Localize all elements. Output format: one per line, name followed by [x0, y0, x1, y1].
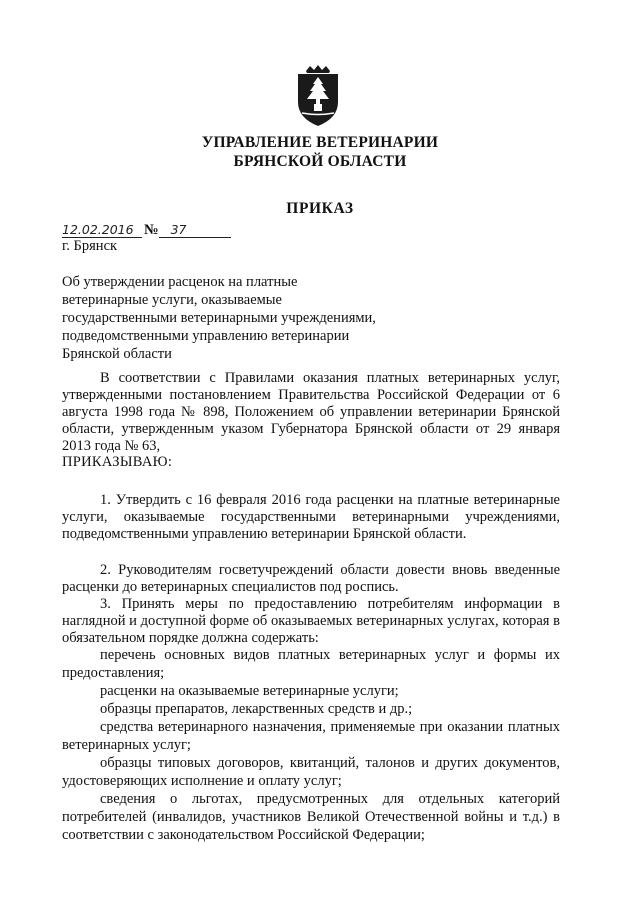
list-item: сведения о льготах, предусмотренных для отдельных категорий потребителей (инвалидов, участников Великой Отечественной войны и т.д.) в соответствии с законодательством Российской Федерации;	[62, 791, 560, 843]
point-2-text: 2. Руководителям госветучреждений области довести вновь введенные расценки до ветеринарных специалистов под роспись.	[62, 562, 560, 595]
list-item: перечень основных видов платных ветеринарных услуг и формы их предоставления;	[62, 647, 560, 681]
subject-line: государственными ветеринарными учреждениями,	[62, 310, 376, 326]
subject-line: ветеринарные услуги, оказываемые	[62, 292, 282, 308]
subject-block	[62, 273, 422, 363]
number-handwritten: 37	[159, 223, 231, 238]
list-item: средства ветеринарного назначения, применяемые при оказании платных ветеринарных услуг;	[62, 719, 560, 753]
point-2	[62, 562, 560, 596]
subject-line: подведомственными управлению ветеринарии	[62, 328, 350, 344]
list-item: образцы препаратов, лекарственных средств и др.;	[100, 701, 413, 717]
coat-of-arms-icon	[290, 64, 346, 128]
city: г. Брянск	[62, 238, 118, 254]
list-item: образцы типовых договоров, квитанций, талонов и других документов, удостоверяющих исполнение и оплату услуг;	[62, 755, 560, 789]
document-title: ПРИКАЗ	[286, 200, 354, 217]
number-label: №	[144, 222, 159, 238]
info-items-list	[62, 646, 560, 844]
point-3-text: 3. Принять меры по предоставлению потребителям информации в наглядной и доступной форме об оказываемых ветеринарных услугах, которая в обязательном порядке должна содержать:	[62, 596, 560, 646]
organization-name	[0, 133, 640, 171]
order-word: ПРИКАЗЫВАЮ:	[62, 454, 173, 470]
point-1-text: 1. Утвердить с 16 февраля 2016 года расценки на платные ветеринарные услуги, оказываемые государственными ветеринарными учреждениями, подведомственными управлению ветеринарии Брянской области.	[62, 492, 560, 542]
preamble-text: В соответствии с Правилами оказания платных ветеринарных услуг, утвержденными постановлением Правительства Российской Федерации от 6 августа 1998 года № 898, Положением об управлении ветеринарии Брянской области, утвержденным указом Губернатора Брянской области от 29 января 2013 года № 63,	[62, 370, 560, 454]
list-item: расценки на оказываемые ветеринарные услуги;	[100, 683, 399, 699]
org-line-1: УПРАВЛЕНИЕ ВЕТЕРИНАРИИ	[201, 134, 439, 151]
subject-line: Об утверждении расценок на платные	[62, 274, 298, 290]
bryansk-coat-of-arms-icon	[290, 64, 346, 128]
point-3	[62, 596, 560, 647]
point-1	[62, 492, 560, 543]
date-handwritten: 12.02.2016	[62, 223, 142, 238]
preamble	[62, 370, 560, 455]
subject-line: Брянской области	[62, 346, 172, 362]
org-line-2: БРЯНСКОЙ ОБЛАСТИ	[233, 153, 407, 170]
